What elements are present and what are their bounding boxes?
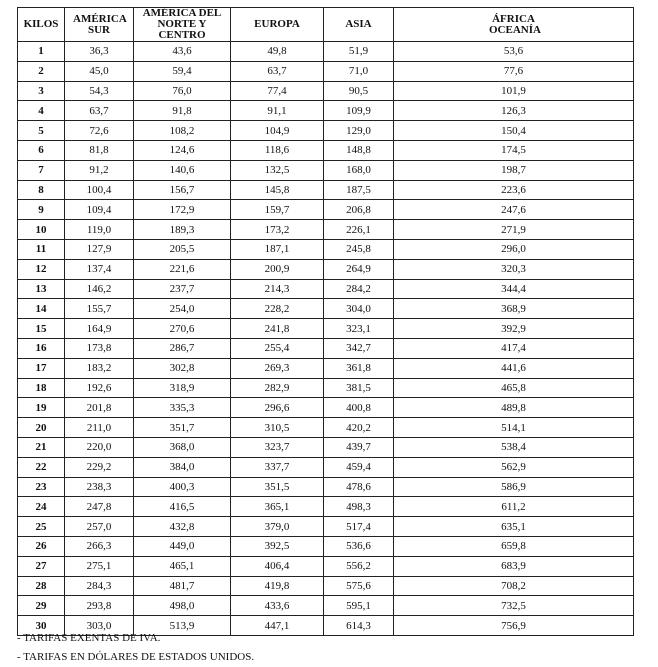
rate-cell: 247,6: [394, 200, 634, 220]
kilos-cell: 5: [18, 121, 65, 141]
rate-cell: 293,8: [65, 596, 134, 616]
rate-cell: 201,8: [65, 398, 134, 418]
rate-cell: 254,0: [134, 299, 231, 319]
table-row: [18, 398, 634, 418]
rate-cell: 221,6: [134, 259, 231, 279]
rate-cell: 392,9: [394, 319, 634, 339]
table-row: [18, 180, 634, 200]
kilos-cell: 30: [18, 616, 65, 636]
kilos-cell: 7: [18, 160, 65, 180]
rate-cell: 556,2: [324, 556, 394, 576]
rate-cell: 49,8: [231, 42, 324, 62]
rate-cell: 489,8: [394, 398, 634, 418]
rate-cell: 683,9: [394, 556, 634, 576]
rate-cell: 173,8: [65, 338, 134, 358]
rate-cell: 756,9: [394, 616, 634, 636]
kilos-cell: 9: [18, 200, 65, 220]
rate-cell: 174,5: [394, 140, 634, 160]
rate-cell: 220,0: [65, 437, 134, 457]
rate-cell: 303,0: [65, 616, 134, 636]
rate-cell: 77,4: [231, 81, 324, 101]
rate-cell: 381,5: [324, 378, 394, 398]
rate-cell: 156,7: [134, 180, 231, 200]
rate-cell: 119,0: [65, 220, 134, 240]
table-row: [18, 338, 634, 358]
rate-cell: 109,4: [65, 200, 134, 220]
rate-cell: 183,2: [65, 358, 134, 378]
kilos-cell: 15: [18, 319, 65, 339]
table-row: [18, 140, 634, 160]
rate-cell: 226,1: [324, 220, 394, 240]
kilos-cell: 6: [18, 140, 65, 160]
rate-cell: 91,2: [65, 160, 134, 180]
header-row: [18, 8, 634, 42]
rate-cell: 53,6: [394, 42, 634, 62]
kilos-cell: 22: [18, 457, 65, 477]
rate-cell: 304,0: [324, 299, 394, 319]
rate-cell: 351,7: [134, 418, 231, 438]
header-kilos: KILOS: [18, 8, 65, 42]
rate-cell: 498,3: [324, 497, 394, 517]
rate-cell: 247,8: [65, 497, 134, 517]
kilos-cell: 21: [18, 437, 65, 457]
rate-cell: 595,1: [324, 596, 394, 616]
rate-cell: 146,2: [65, 279, 134, 299]
rate-cell: 302,8: [134, 358, 231, 378]
rate-cell: 109,9: [324, 101, 394, 121]
table-row: [18, 200, 634, 220]
rate-cell: 365,1: [231, 497, 324, 517]
kilos-cell: 3: [18, 81, 65, 101]
rate-cell: 351,5: [231, 477, 324, 497]
rate-cell: 441,6: [394, 358, 634, 378]
kilos-cell: 19: [18, 398, 65, 418]
kilos-cell: 18: [18, 378, 65, 398]
rate-cell: 72,6: [65, 121, 134, 141]
table-row: [18, 160, 634, 180]
rate-cell: 459,4: [324, 457, 394, 477]
table-row: [18, 437, 634, 457]
rate-cell: 478,6: [324, 477, 394, 497]
rate-cell: 155,7: [65, 299, 134, 319]
rate-cell: 187,1: [231, 239, 324, 259]
rate-cell: 269,3: [231, 358, 324, 378]
rate-cell: 238,3: [65, 477, 134, 497]
rate-cell: 118,6: [231, 140, 324, 160]
rate-cell: 611,2: [394, 497, 634, 517]
rate-cell: 91,1: [231, 101, 324, 121]
rate-cell: 140,6: [134, 160, 231, 180]
table-row: [18, 299, 634, 319]
rate-cell: 211,0: [65, 418, 134, 438]
rate-cell: 145,8: [231, 180, 324, 200]
rate-cell: 228,2: [231, 299, 324, 319]
kilos-cell: 11: [18, 239, 65, 259]
header-africa-oceania: ÁFRICA OCEANÍA: [394, 8, 634, 42]
rate-cell: 498,0: [134, 596, 231, 616]
rate-cell: 586,9: [394, 477, 634, 497]
rate-cell: 416,5: [134, 497, 231, 517]
rate-cell: 51,9: [324, 42, 394, 62]
table-row: [18, 259, 634, 279]
rate-cell: 318,9: [134, 378, 231, 398]
rate-cell: 198,7: [394, 160, 634, 180]
rate-cell: 205,5: [134, 239, 231, 259]
rate-cell: 513,9: [134, 616, 231, 636]
rate-cell: 63,7: [65, 101, 134, 121]
rate-cell: 635,1: [394, 517, 634, 537]
rate-cell: 284,2: [324, 279, 394, 299]
header-asia: ASIA: [324, 8, 394, 42]
kilos-cell: 4: [18, 101, 65, 121]
rate-cell: 323,7: [231, 437, 324, 457]
table-row: [18, 576, 634, 596]
rate-cell: 517,4: [324, 517, 394, 537]
table-row: [18, 279, 634, 299]
table-row: [18, 239, 634, 259]
rate-cell: 420,2: [324, 418, 394, 438]
rate-cell: 392,5: [231, 536, 324, 556]
rate-cell: 148,8: [324, 140, 394, 160]
rate-cell: 447,1: [231, 616, 324, 636]
table-row: [18, 358, 634, 378]
rate-cell: 538,4: [394, 437, 634, 457]
rate-cell: 337,7: [231, 457, 324, 477]
kilos-cell: 12: [18, 259, 65, 279]
kilos-cell: 16: [18, 338, 65, 358]
rate-cell: 284,3: [65, 576, 134, 596]
rate-cell: 241,8: [231, 319, 324, 339]
table-row: [18, 319, 634, 339]
rate-cell: 255,4: [231, 338, 324, 358]
rate-cell: 101,9: [394, 81, 634, 101]
rate-cell: 536,6: [324, 536, 394, 556]
table-row: [18, 42, 634, 62]
header-america-norte-centro: AMÉRICA DEL NORTE Y CENTRO: [134, 8, 231, 42]
rate-cell: 342,7: [324, 338, 394, 358]
rate-cell: 91,8: [134, 101, 231, 121]
rate-cell: 77,6: [394, 61, 634, 81]
rate-cell: 708,2: [394, 576, 634, 596]
rate-cell: 126,3: [394, 101, 634, 121]
table-body: [18, 42, 634, 636]
rate-cell: 189,3: [134, 220, 231, 240]
rate-cell: 368,9: [394, 299, 634, 319]
kilos-cell: 26: [18, 536, 65, 556]
rate-cell: 245,8: [324, 239, 394, 259]
kilos-cell: 23: [18, 477, 65, 497]
rate-cell: 614,3: [324, 616, 394, 636]
rate-cell: 439,7: [324, 437, 394, 457]
rate-cell: 223,6: [394, 180, 634, 200]
rate-cell: 323,1: [324, 319, 394, 339]
note-iva: - TARIFAS EXENTAS DE IVA.: [17, 632, 161, 644]
rate-cell: 432,8: [134, 517, 231, 537]
kilos-cell: 25: [18, 517, 65, 537]
rate-cell: 400,3: [134, 477, 231, 497]
rate-cell: 71,0: [324, 61, 394, 81]
rate-cell: 206,8: [324, 200, 394, 220]
rate-cell: 132,5: [231, 160, 324, 180]
rate-cell: 270,6: [134, 319, 231, 339]
rate-cell: 514,1: [394, 418, 634, 438]
table-row: [18, 457, 634, 477]
header-america-sur: AMÉRICA SUR: [65, 8, 134, 42]
rate-cell: 127,9: [65, 239, 134, 259]
rate-cell: 45,0: [65, 61, 134, 81]
table-row: [18, 220, 634, 240]
rate-cell: 159,7: [231, 200, 324, 220]
rates-table: [17, 7, 634, 636]
header-europa: EUROPA: [231, 8, 324, 42]
table-row: [18, 61, 634, 81]
rate-cell: 320,3: [394, 259, 634, 279]
rate-cell: 214,3: [231, 279, 324, 299]
rate-cell: 417,4: [394, 338, 634, 358]
rate-cell: 335,3: [134, 398, 231, 418]
rate-cell: 266,3: [65, 536, 134, 556]
rate-cell: 275,1: [65, 556, 134, 576]
rate-cell: 100,4: [65, 180, 134, 200]
table-row: [18, 477, 634, 497]
rate-cell: 104,9: [231, 121, 324, 141]
kilos-cell: 14: [18, 299, 65, 319]
rate-cell: 732,5: [394, 596, 634, 616]
rate-cell: 43,6: [134, 42, 231, 62]
rate-cell: 172,9: [134, 200, 231, 220]
table-row: [18, 556, 634, 576]
rate-cell: 433,6: [231, 596, 324, 616]
table-row: [18, 536, 634, 556]
rate-cell: 237,7: [134, 279, 231, 299]
rate-cell: 81,8: [65, 140, 134, 160]
rate-cell: 449,0: [134, 536, 231, 556]
rate-cell: 164,9: [65, 319, 134, 339]
rate-cell: 150,4: [394, 121, 634, 141]
note-currency: - TARIFAS EN DÓLARES DE ESTADOS UNIDOS.: [17, 651, 255, 663]
rate-cell: 187,5: [324, 180, 394, 200]
table-row: [18, 121, 634, 141]
kilos-cell: 24: [18, 497, 65, 517]
rate-cell: 379,0: [231, 517, 324, 537]
rate-cell: 368,0: [134, 437, 231, 457]
rate-cell: 419,8: [231, 576, 324, 596]
kilos-cell: 28: [18, 576, 65, 596]
rate-cell: 90,5: [324, 81, 394, 101]
rate-cell: 129,0: [324, 121, 394, 141]
rate-cell: 137,4: [65, 259, 134, 279]
rate-cell: 36,3: [65, 42, 134, 62]
rate-cell: 286,7: [134, 338, 231, 358]
kilos-cell: 1: [18, 42, 65, 62]
rate-cell: 296,0: [394, 239, 634, 259]
kilos-cell: 13: [18, 279, 65, 299]
rate-cell: 59,4: [134, 61, 231, 81]
rate-cell: 465,8: [394, 378, 634, 398]
table-row: [18, 81, 634, 101]
rate-cell: 264,9: [324, 259, 394, 279]
table-row: [18, 517, 634, 537]
table-row: [18, 378, 634, 398]
kilos-cell: 2: [18, 61, 65, 81]
rate-cell: 406,4: [231, 556, 324, 576]
rate-cell: 229,2: [65, 457, 134, 477]
notes: [17, 629, 254, 667]
rate-cell: 282,9: [231, 378, 324, 398]
kilos-cell: 29: [18, 596, 65, 616]
rate-cell: 562,9: [394, 457, 634, 477]
rate-cell: 310,5: [231, 418, 324, 438]
rate-cell: 271,9: [394, 220, 634, 240]
rate-cell: 200,9: [231, 259, 324, 279]
kilos-cell: 8: [18, 180, 65, 200]
rate-cell: 384,0: [134, 457, 231, 477]
rate-cell: 124,6: [134, 140, 231, 160]
table-row: [18, 596, 634, 616]
table-row: [18, 497, 634, 517]
kilos-cell: 17: [18, 358, 65, 378]
rate-cell: 173,2: [231, 220, 324, 240]
rate-cell: 54,3: [65, 81, 134, 101]
rate-cell: 192,6: [65, 378, 134, 398]
kilos-cell: 20: [18, 418, 65, 438]
rate-cell: 257,0: [65, 517, 134, 537]
rate-cell: 481,7: [134, 576, 231, 596]
rate-cell: 63,7: [231, 61, 324, 81]
rate-cell: 108,2: [134, 121, 231, 141]
rate-cell: 400,8: [324, 398, 394, 418]
rate-cell: 344,4: [394, 279, 634, 299]
kilos-cell: 10: [18, 220, 65, 240]
rate-cell: 465,1: [134, 556, 231, 576]
rate-cell: 76,0: [134, 81, 231, 101]
table-row: [18, 101, 634, 121]
kilos-cell: 27: [18, 556, 65, 576]
rate-cell: 168,0: [324, 160, 394, 180]
rate-cell: 575,6: [324, 576, 394, 596]
rate-cell: 296,6: [231, 398, 324, 418]
table-row: [18, 418, 634, 438]
rate-cell: 659,8: [394, 536, 634, 556]
rate-cell: 361,8: [324, 358, 394, 378]
